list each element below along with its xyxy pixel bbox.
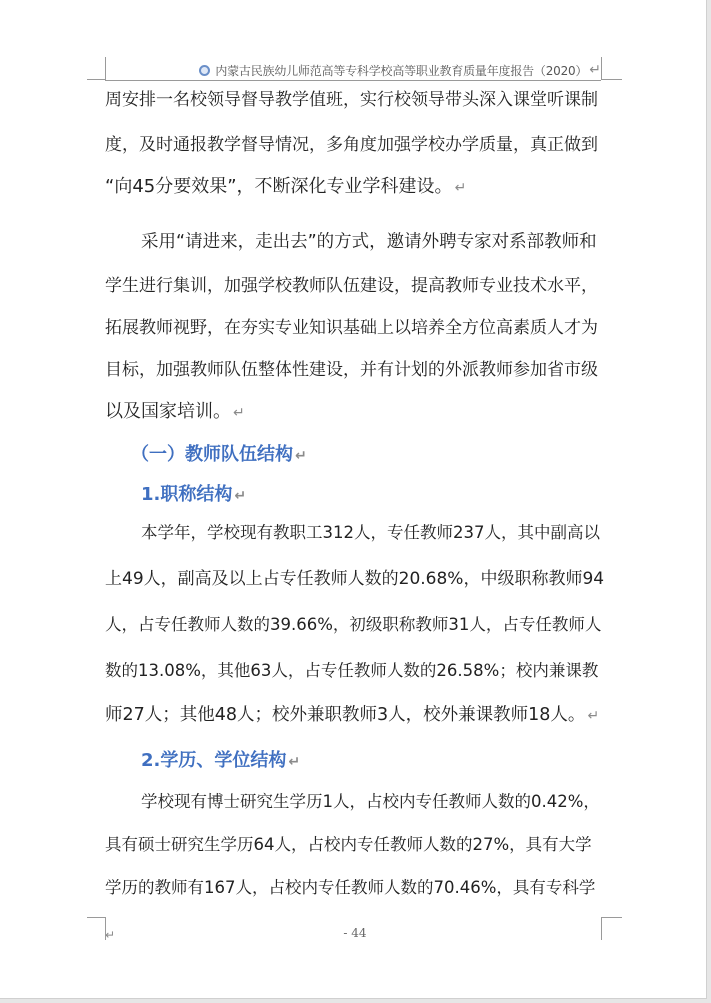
paragraph-mark: ↵ (587, 708, 600, 724)
text-line: 周安排一名校领导督导教学值班，实行校领导带头深入课堂听课制 (105, 90, 598, 110)
paragraph-mark: ↵ (295, 448, 307, 464)
text-line: 以及国家培训。 ↵ (105, 401, 245, 422)
corner-mark-top-left (87, 57, 106, 80)
text-line: 数的13.08%，其他63人，占专任教师人数的26.58%；校内兼课教 (105, 661, 599, 680)
paragraph-mark: ↵ (288, 754, 301, 770)
text-line: 上49人，副高及以上占专任教师人数的20.68%，中级职称教师94 (105, 569, 605, 589)
text-line: 拓展教师视野，在夯实专业知识基础上以培养全方位高素质人才为 (105, 318, 598, 338)
paragraph-mark: ↵ (589, 62, 601, 78)
section-heading: （一）教师队伍结构 ↵ (131, 444, 307, 465)
text-line: 本学年，学校现有教职工312人，专任教师237人，其中副高以 (141, 523, 600, 542)
subsection-heading: 1.职称结构 ↵ (141, 484, 247, 505)
text-line: 师27人；其他48人；校外兼职教师3人，校外兼课教师18人。 ↵ (105, 705, 600, 725)
subsection-heading: 2.学历、学位结构 ↵ (141, 750, 301, 771)
text-line: 目标，加强教师队伍整体性建设，并有计划的外派教师参加省市级 (105, 360, 598, 380)
page-number: - 44 (343, 926, 367, 940)
text-line: 学历的教师有167人，占校内专任教师人数的70.46%，具有专科学 (105, 878, 596, 897)
corner-mark-bottom-right (601, 917, 622, 940)
text-line: “向45分要效果”，不断深化专业学科建设。 ↵ (105, 176, 467, 197)
paragraph-mark: ↵ (105, 928, 116, 942)
paragraph-mark: ↵ (233, 405, 245, 421)
corner-mark-top-right (601, 57, 622, 80)
paragraph-mark: ↵ (234, 488, 247, 504)
school-emblem-icon (199, 65, 210, 76)
text-line: 人，占专任教师人数的39.66%，初级职称教师31人，占专任教师人 (105, 615, 602, 634)
corner-mark-bottom-left (87, 917, 106, 940)
text-line: 采用“请进来，走出去”的方式，邀请外聘专家对系部教师和 (141, 232, 597, 252)
page-header (105, 60, 601, 81)
text-line: 学校现有博士研究生学历1人，占校内专任教师人数的0.42%， (141, 792, 600, 811)
text-line: 具有硕士研究生学历64人，占校内专任教师人数的27%，具有大学 (105, 835, 592, 854)
text-line: 度，及时通报教学督导情况，多角度加强学校办学质量，真正做到 (105, 135, 598, 155)
text-line: 学生进行集训，加强学校教师队伍建设，提高教师专业技术水平， (105, 276, 598, 296)
header-title: 内蒙古民族幼儿师范高等专科学校高等职业教育质量年度报告（2020） (215, 63, 588, 78)
paragraph-mark: ↵ (454, 180, 467, 196)
